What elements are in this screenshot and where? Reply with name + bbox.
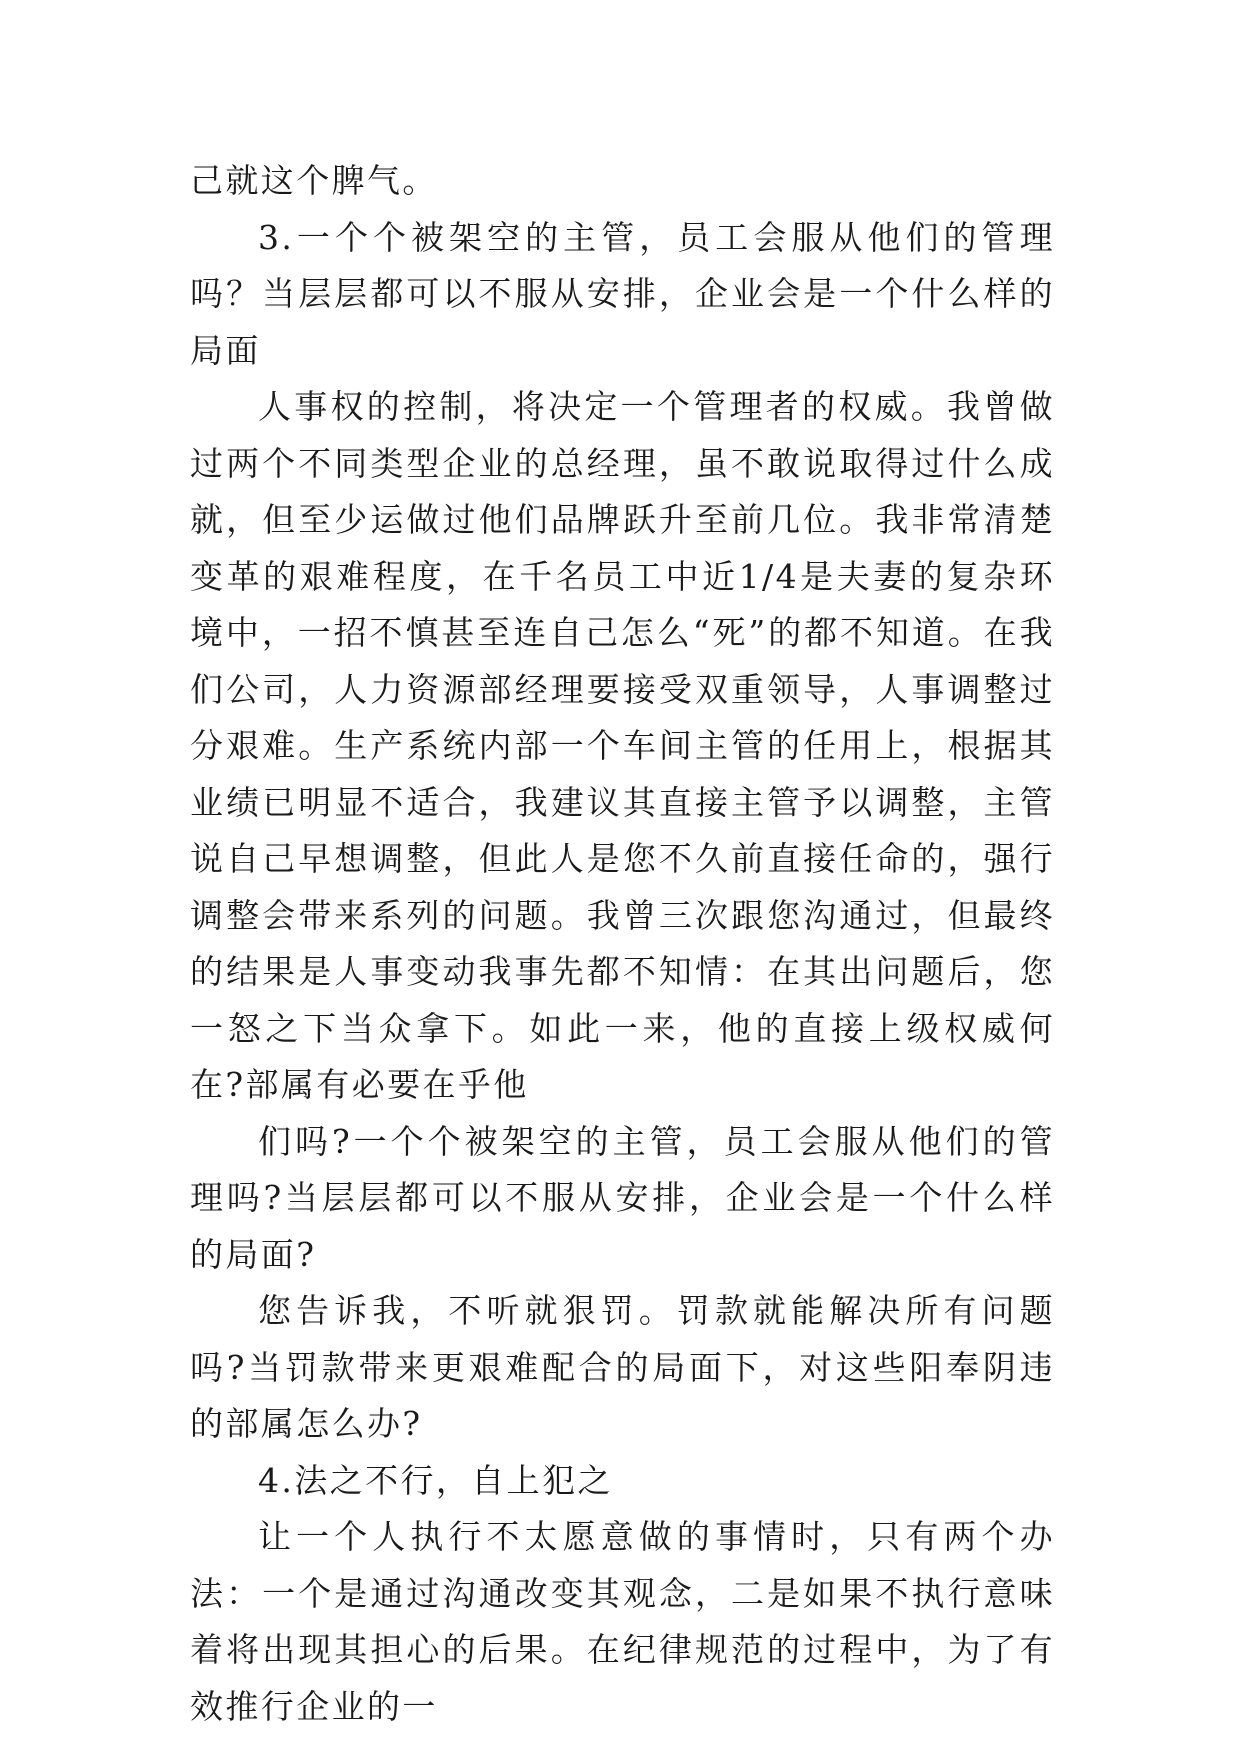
- paragraph-6: 4.法之不行，自上犯之: [258, 1460, 613, 1500]
- document-body: [190, 153, 1055, 1735]
- paragraph-2: 3.一个个被架空的主管，员工会服从他们的管理吗？当层层都可以不服从安排，企业会是一个什么样的局面: [190, 217, 1055, 370]
- paragraph-1: 己就这个脾气。: [190, 161, 438, 200]
- paragraph-5: 您告诉我，不听就狠罚。罚款就能解决所有问题吗?当罚款带来更艰难配合的局面下，对这些阳奉阴违的部属怎么办?: [190, 1291, 1055, 1443]
- paragraph-7: 让一个人执行不太愿意做的事情时，只有两个办法：一个是通过沟通改变其观念，二是如果不执行意味着将出现其担心的后果。在纪律规范的过程中，为了有效推行企业的一: [190, 1517, 1055, 1726]
- paragraph-3: 人事权的控制，将决定一个管理者的权威。我曾做过两个不同类型企业的总经理，虽不敢说取得过什么成就，但至少运做过他们品牌跃升至前几位。我非常清楚变革的艰难程度，在千名员工中近1/4是夫妻的复杂环境中，一招不慎甚至连自己怎么“死”的都不知道。在我们公司，人力资源部经理要接受双重领导，人事调整过分艰难。生产系统内部一个车间主管的任用上，根据其业绩已明显不适合，我建议其直接主管予以调整，主管说自己早想调整，但此人是您不久前直接任命的，强行调整会带来系列的问题。我曾三次跟您沟通过，但最终的结果是人事变动我事先都不知情：在其出问题后，您一怒之下当众拿下。如此一来，他的直接上级权威何在?部属有必要在乎他: [190, 387, 1055, 1104]
- paragraph-4: 们吗?一个个被架空的主管，员工会服从他们的管理吗?当层层都可以不服从安排，企业会是一个什么样的局面?: [190, 1121, 1055, 1274]
